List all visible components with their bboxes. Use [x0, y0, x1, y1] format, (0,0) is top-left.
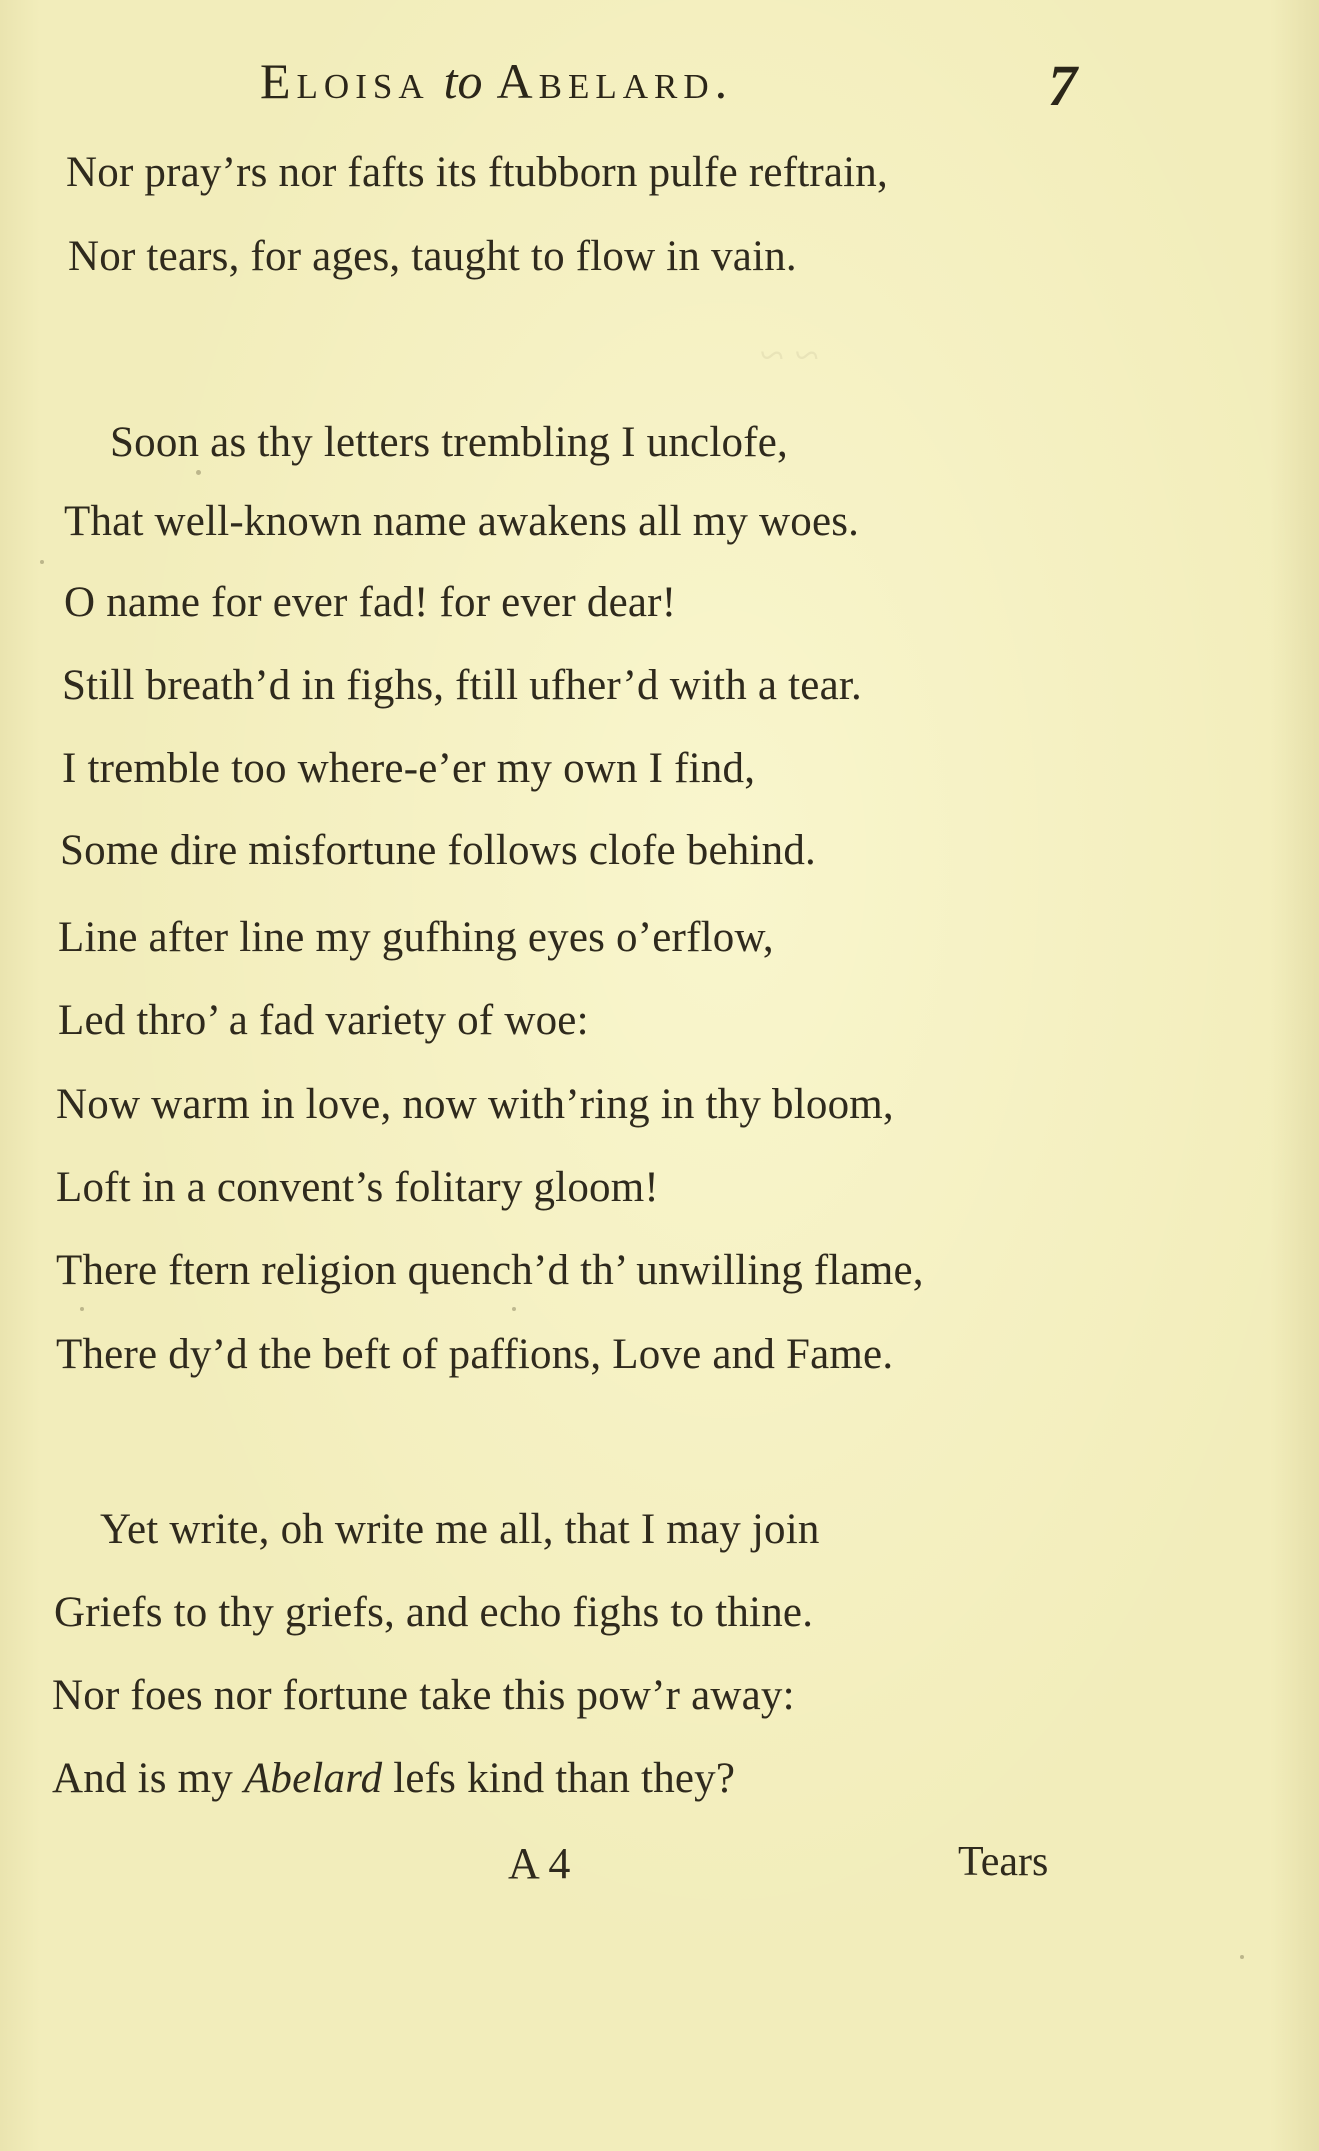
foxing-speck [40, 560, 44, 564]
signature-mark: A 4 [508, 1839, 571, 1888]
verse-line-1: Nor pray’rs nor fafts its ftubborn pulfe reftrain, [66, 149, 888, 196]
foxing-speck [196, 470, 201, 475]
verse-line-9: Line after line my gufhing eyes o’erflow, [58, 914, 774, 961]
show-through-texture: ~ ~ [760, 331, 819, 380]
verse-line-17: Nor foes nor fortune take this pow’r away: [52, 1672, 795, 1719]
verse-line-5: O name for ever fad! for ever dear! [64, 579, 677, 626]
running-head [260, 52, 733, 110]
verse-line-8: Some dire misfortune follows clofe behind. [60, 827, 816, 874]
verse-line-2: Nor tears, for ages, taught to flow in vain. [68, 233, 797, 280]
verse-line-11: Now warm in love, now with’ring in thy bloom, [56, 1081, 894, 1128]
running-head-mid: to [443, 53, 483, 109]
verse-line-13: There ftern religion quench’d th’ unwilling flame, [56, 1247, 924, 1294]
verse-line-3: Soon as thy letters trembling I unclofe, [110, 419, 788, 466]
foxing-speck [1240, 1955, 1244, 1959]
verse-line-18-before: And is my [52, 1755, 244, 1802]
verse-line-18-after: lefs kind than they? [382, 1755, 736, 1802]
verse-line-14: There dy’d the beft of paffions, Love and Fame. [56, 1331, 894, 1378]
verse-line-16: Griefs to thy griefs, and echo fighs to thine. [54, 1589, 814, 1636]
page-number: 7 [1048, 53, 1077, 118]
verse-line-7: I tremble too where-e’er my own I find, [62, 745, 756, 792]
foxing-speck [80, 1307, 84, 1311]
verse-line-18-italic: Abelard [243, 1755, 383, 1802]
verse-line-6: Still breath’d in fighs, ftill ufher’d with a tear. [62, 662, 862, 709]
verse-line-10: Led thro’ a fad variety of woe: [58, 997, 589, 1044]
verse-line-4: That well-known name awakens all my woes. [64, 498, 860, 545]
verse-line-18 [52, 1754, 735, 1803]
running-head-right: Abelard. [496, 53, 734, 109]
catchword: Tears [958, 1839, 1049, 1885]
verse-line-12: Loft in a convent’s folitary gloom! [56, 1164, 659, 1211]
running-head-left: Eloisa [260, 53, 430, 109]
foxing-speck [512, 1307, 516, 1311]
verse-line-15: Yet write, oh write me all, that I may join [100, 1506, 820, 1553]
